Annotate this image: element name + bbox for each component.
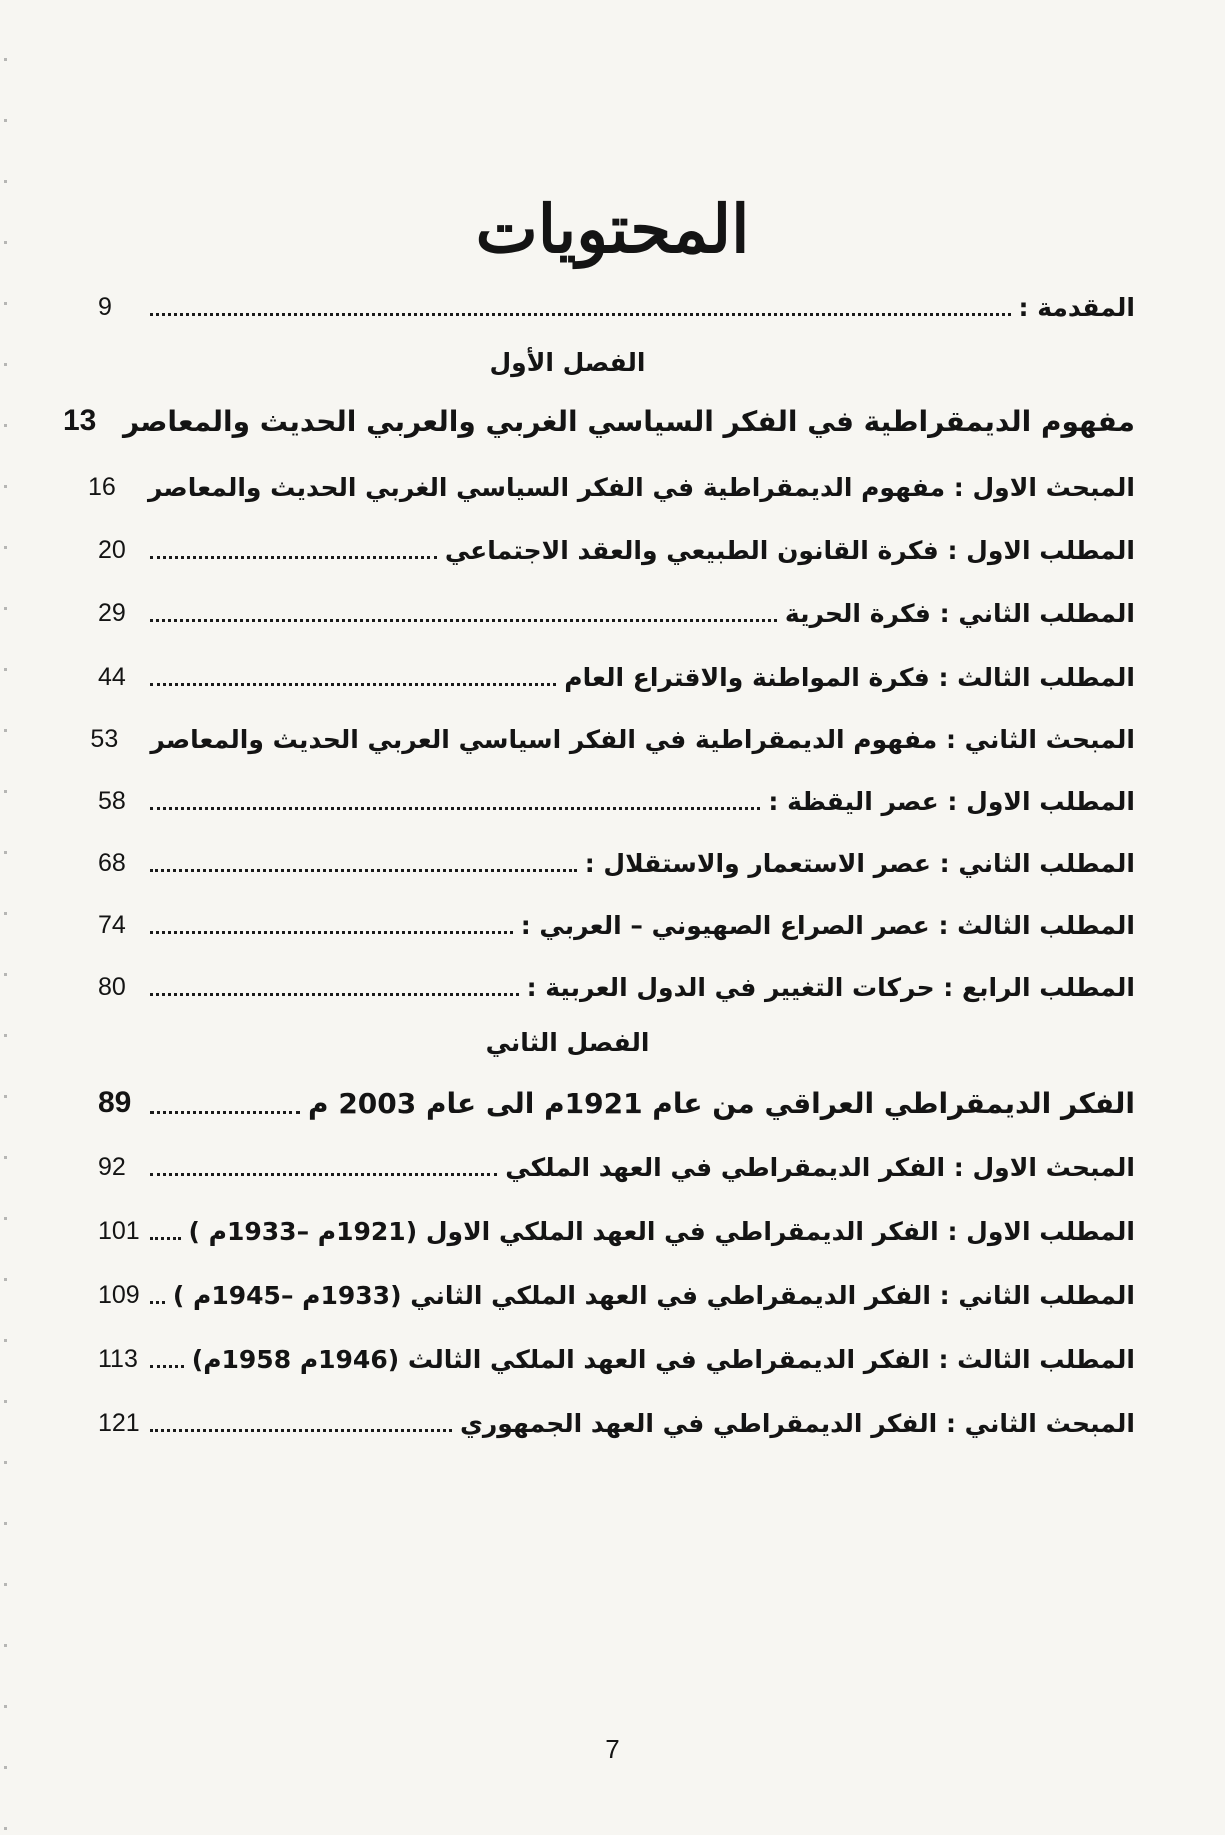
toc-entry-label: المطلب الثالث : الفكر الديمقراطي في العهد الملكي الثالث (1946م 1958م): [191, 1345, 1135, 1374]
dot-leader: [150, 313, 1011, 316]
toc-entry-page-number: 92: [98, 1153, 126, 1181]
dot-leader: [150, 993, 519, 996]
toc-entry[interactable]: [98, 962, 1135, 1006]
dot-leader: [150, 931, 513, 934]
dot-leader: [150, 1111, 300, 1114]
toc-entry-page-number: 58: [98, 787, 126, 815]
chapter-title-entry[interactable]: [98, 1080, 1135, 1124]
toc-entry-label: المطلب الثاني : عصر الاستعمار والاستقلال :: [584, 849, 1135, 878]
chapter-title-entry[interactable]: [62, 398, 1135, 442]
dot-leader: [150, 556, 437, 559]
toc-entry-page-number: 101: [98, 1217, 140, 1245]
chapter-heading: الفصل الثاني: [485, 1028, 650, 1057]
page-number: 7: [605, 1734, 620, 1764]
toc-entry[interactable]: [88, 462, 1135, 506]
chapter-heading: الفصل الأول: [489, 348, 646, 377]
toc-entry-page-number: 53: [90, 725, 119, 753]
toc-entry[interactable]: [98, 1206, 1135, 1250]
toc-entry-label: المبحث الثاني : مفهوم الديمقراطية في الفكر اسياسي العربي الحديث والمعاصر: [150, 725, 1135, 754]
dot-leader: [150, 807, 760, 810]
scan-edge-marks: [4, 0, 7, 1835]
dot-leader: [150, 683, 556, 686]
toc-entry-label: المطلب الاول : عصر اليقظة :: [768, 787, 1135, 816]
toc-entry-label: المطلب الثالث : فكرة المواطنة والاقتراع العام: [564, 663, 1135, 692]
toc-entry-page-number: 13: [62, 404, 97, 437]
toc-entry-label: المطلب الرابع : حركات التغيير في الدول العربية :: [526, 973, 1135, 1002]
toc-entry-page-number: 113: [98, 1345, 138, 1373]
toc-entry-label: المبحث الثاني : الفكر الديمقراطي في العهد الجمهوري: [460, 1409, 1135, 1438]
toc-entry[interactable]: [98, 776, 1135, 820]
toc-entry-label: المبحث الاول : مفهوم الديمقراطية في الفكر السياسي الغربي الحديث والمعاصر: [148, 473, 1135, 502]
toc-entry-page-number: 80: [98, 973, 126, 1001]
toc-entry-page-number: 74: [98, 911, 126, 939]
toc-entry[interactable]: [98, 1142, 1135, 1186]
toc-entry[interactable]: [98, 1270, 1135, 1314]
toc-entry[interactable]: [90, 714, 1135, 758]
toc-entry-label: المقدمة :: [1018, 293, 1135, 322]
toc-entry-page-number: 68: [98, 849, 126, 877]
toc-entry-page-number: 121: [98, 1409, 140, 1437]
toc-entry-label: المطلب الثاني : فكرة الحرية: [784, 599, 1135, 628]
dot-leader: [150, 869, 577, 872]
toc-entry[interactable]: [98, 652, 1135, 696]
toc-entry-label: المطلب الاول : فكرة القانون الطبيعي والعقد الاجتماعي: [444, 536, 1135, 565]
page-title: المحتويات: [475, 190, 750, 268]
toc-entry-page-number: 44: [98, 663, 126, 691]
toc-entry-label: المبحث الاول : الفكر الديمقراطي في العهد الملكي: [505, 1153, 1135, 1182]
toc-entry-page-number: 16: [88, 473, 116, 501]
toc-entry[interactable]: [98, 900, 1135, 944]
dot-leader: [150, 1429, 452, 1432]
toc-entry[interactable]: [98, 1334, 1135, 1378]
toc-entry-label: الفكر الديمقراطي العراقي من عام 1921م الى عام 2003 م: [308, 1087, 1135, 1120]
toc-entry-page-number: 9: [98, 293, 112, 321]
toc-entry-label: المطلب الثالث : عصر الصراع الصهيوني – العربي :: [520, 911, 1135, 940]
toc-entry-label: مفهوم الديمقراطية في الفكر السياسي الغربي والعربي الحديث والمعاصر: [122, 405, 1135, 438]
toc-entry-page-number: 89: [98, 1086, 132, 1119]
dot-leader: [150, 619, 777, 622]
dot-leader: [150, 1301, 165, 1304]
dot-leader: [150, 1237, 181, 1240]
toc-entry-label: المطلب الاول : الفكر الديمقراطي في العهد الملكي الاول (1921م –1933م ): [188, 1217, 1135, 1246]
toc-entry[interactable]: [98, 525, 1135, 569]
toc-entry-page-number: 109: [98, 1281, 140, 1309]
toc-entry[interactable]: [98, 588, 1135, 632]
toc-entry[interactable]: [98, 838, 1135, 882]
toc-entry-page-number: 29: [98, 599, 126, 627]
toc-entry[interactable]: [98, 1398, 1135, 1442]
toc-entry-page-number: 20: [98, 536, 126, 564]
dot-leader: [150, 1173, 497, 1176]
dot-leader: [150, 1365, 184, 1368]
toc-entry-label: المطلب الثاني : الفكر الديمقراطي في العهد الملكي الثاني (1933م –1945م ): [172, 1281, 1135, 1310]
toc-entry[interactable]: [98, 282, 1135, 326]
